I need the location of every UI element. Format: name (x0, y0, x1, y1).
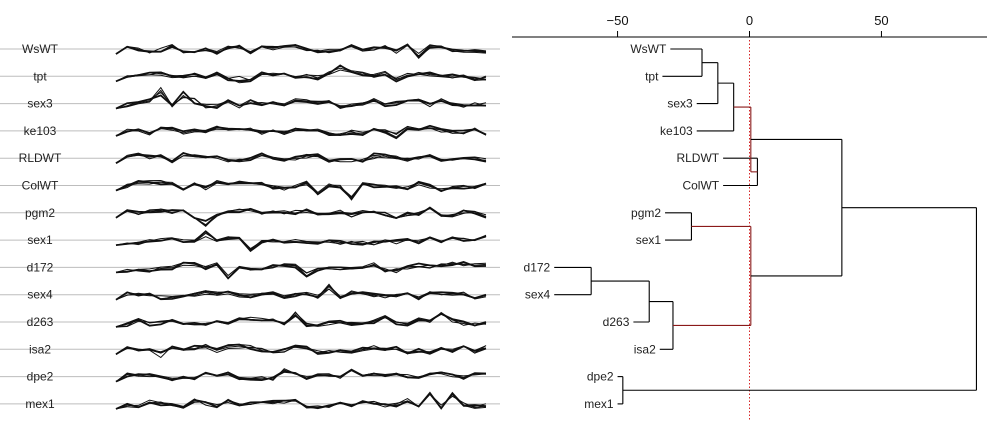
x-tick-label: −50 (606, 13, 629, 28)
leaf-label: d172 (523, 260, 551, 275)
row-label: ke103 (23, 123, 57, 138)
leaf-label: sex3 (667, 96, 693, 111)
trace-row (0, 179, 500, 200)
row-label: pgm2 (24, 205, 56, 220)
replicate-trace (116, 394, 486, 409)
leaf-label: WsWT (630, 42, 667, 56)
row-label: d263 (26, 315, 54, 329)
leaf-label: d263 (602, 315, 630, 329)
trace-row (0, 42, 500, 58)
leaf-label: mex1 (584, 396, 614, 411)
dendrogram-link (665, 213, 691, 240)
leaf-label: ke103 (660, 123, 693, 138)
trace-row (0, 231, 500, 251)
row-label: ColWT (21, 178, 59, 193)
leaf-label: pgm2 (631, 205, 662, 220)
trace-row (0, 312, 500, 329)
leaf-label: sex4 (524, 287, 551, 302)
row-label: mex1 (25, 396, 55, 411)
trace-row (0, 260, 500, 278)
x-tick-label: 50 (874, 13, 889, 28)
x-tick-label: 0 (745, 13, 754, 28)
dendrogram-panel (512, 13, 987, 420)
row-label: sex1 (27, 233, 53, 248)
trace-row (0, 342, 500, 357)
row-label: isa2 (28, 342, 52, 357)
row-label: RLDWT (18, 151, 62, 166)
replicate-trace (116, 394, 486, 409)
row-label: tpt (33, 69, 47, 84)
row-label: d172 (26, 260, 54, 275)
dendrogram-link (662, 49, 702, 76)
replicate-trace (116, 231, 486, 251)
replicate-trace (116, 369, 486, 381)
dendrogram-link (554, 267, 591, 294)
trace-row (0, 151, 500, 165)
leaf-label: RLDWT (676, 151, 720, 166)
replicate-trace (116, 208, 486, 221)
dendrogram-link (751, 139, 842, 276)
dendrogram-link (697, 63, 718, 104)
dendrogram-link (623, 205, 977, 391)
leaf-label: ColWT (682, 178, 720, 193)
trace-row (0, 206, 500, 227)
trace-row (0, 66, 500, 84)
trace-row (0, 284, 500, 301)
replicate-trace (116, 233, 486, 249)
row-label: WsWT (22, 42, 58, 56)
replicate-trace (116, 394, 486, 409)
row-label: sex3 (27, 96, 53, 111)
trace-row (0, 88, 500, 111)
leaf-label: tpt (645, 69, 659, 84)
dendrogram-link (673, 226, 751, 325)
row-label: sex4 (27, 287, 53, 302)
dendrogram-link (697, 83, 734, 131)
dendrogram-link (618, 377, 623, 404)
leaf-label: isa2 (633, 342, 656, 357)
leaf-label: sex1 (635, 233, 662, 248)
row-label: dpe2 (26, 369, 54, 384)
trace-panel (0, 42, 500, 411)
trace-row (0, 124, 500, 139)
trace-row (0, 369, 500, 384)
trace-row (0, 393, 500, 411)
leaf-label: dpe2 (586, 369, 614, 384)
